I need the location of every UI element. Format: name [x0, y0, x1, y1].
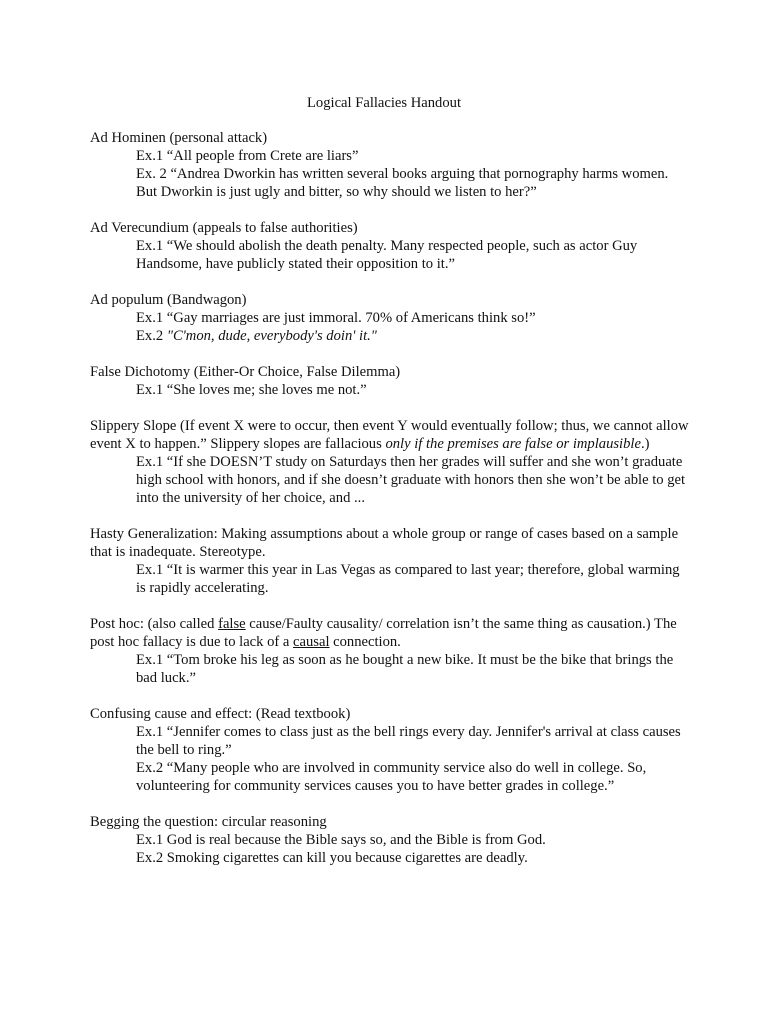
- example-text: Ex.1 “We should abolish the death penalty. Many respected people, such as actor Guy Handsome, have publicly stated their opposition to it.”: [136, 238, 638, 272]
- section-heading: Ad Hominen (personal attack): [90, 130, 268, 146]
- section-ad-hominem: [90, 129, 690, 201]
- heading-text: Post hoc: (also called: [90, 616, 219, 632]
- page-title: Logical Fallacies Handout: [307, 95, 461, 111]
- section-slippery-slope: [90, 417, 690, 507]
- example-text: Ex.1 “Tom broke his leg as soon as he bought a new bike. It must be the bike that brings the bad luck.”: [136, 652, 674, 686]
- example-prefix: Ex.2: [136, 328, 167, 344]
- example-text: Ex.1 “It is warmer this year in Las Vegas as compared to last year; therefore, global warming is rapidly accelerating.: [136, 562, 680, 596]
- section-heading: Confusing cause and effect: (Read textbook): [90, 706, 351, 722]
- example-text: Ex.1 “If she DOESN’T study on Saturdays then her grades will suffer and she won’t graduate high school with honors, and if she doesn’t graduate with honors then she won’t be able to get into the university of her choice, and ...: [136, 454, 686, 506]
- example-text: Ex.2 “Many people who are involved in community service also do well in college. So, volunteering for community services causes you to have better grades in college.”: [136, 760, 647, 794]
- section-ad-populum: [90, 291, 690, 345]
- heading-text: connection.: [329, 634, 401, 650]
- heading-text: cause/Faulty causality/ correlation isn’t the same thing as causation.) The post hoc fallacy is due to lack of a: [90, 616, 677, 650]
- section-heading: Hasty Generalization: Making assumptions about a whole group or range of cases based on a sample that is inadequate. Stereotype.: [90, 526, 679, 560]
- section-heading: False Dichotomy (Either-Or Choice, False Dilemma): [90, 364, 401, 380]
- section-heading: [90, 417, 690, 453]
- section-false-dichotomy: [90, 363, 690, 399]
- section-heading: Ad Verecundium (appeals to false authorities): [90, 220, 358, 236]
- section-ad-verecundium: [90, 219, 690, 273]
- example-text: Ex.1 “She loves me; she loves me not.”: [136, 382, 367, 398]
- document-body: [90, 129, 690, 885]
- example-text: Ex.1 “Jennifer comes to class just as the bell rings every day. Jennifer's arrival at class causes the bell to ring.”: [136, 724, 681, 758]
- example-text: Ex. 2 “Andrea Dworkin has written several books arguing that pornography harms women. But Dworkin is just ugly and bitter, so why should we listen to her?”: [136, 166, 669, 200]
- example-text: Ex.1 “Gay marriages are just immoral. 70% of Americans think so!”: [136, 310, 536, 326]
- example-text: Ex.1 “All people from Crete are liars”: [136, 148, 359, 164]
- section-heading: Ad populum (Bandwagon): [90, 292, 247, 308]
- section-heading: [90, 615, 690, 651]
- example-text: Ex.2 Smoking cigarettes can kill you because cigarettes are deadly.: [136, 850, 528, 866]
- example-text: Ex.1 God is real because the Bible says so, and the Bible is from God.: [136, 832, 546, 848]
- section-hasty-generalization: [90, 525, 690, 597]
- example-text: [90, 327, 690, 345]
- section-cause-effect: [90, 705, 690, 795]
- section-heading: Begging the question: circular reasoning: [90, 814, 327, 830]
- underlined-word: causal: [293, 634, 330, 650]
- heading-text: .): [640, 436, 650, 452]
- heading-italic-text: only if the premises are false or implausible: [385, 436, 641, 452]
- section-begging-question: [90, 813, 690, 867]
- example-italic-quote: "C'mon, dude, everybody's doin' it.": [166, 328, 377, 344]
- heading-text: Slippery Slope (If event X were to occur, then event Y would eventually follow; thus, we cannot allow event X to happen.” Slippery slopes are fallacious: [90, 418, 689, 452]
- underlined-word: false: [218, 616, 246, 632]
- section-post-hoc: [90, 615, 690, 687]
